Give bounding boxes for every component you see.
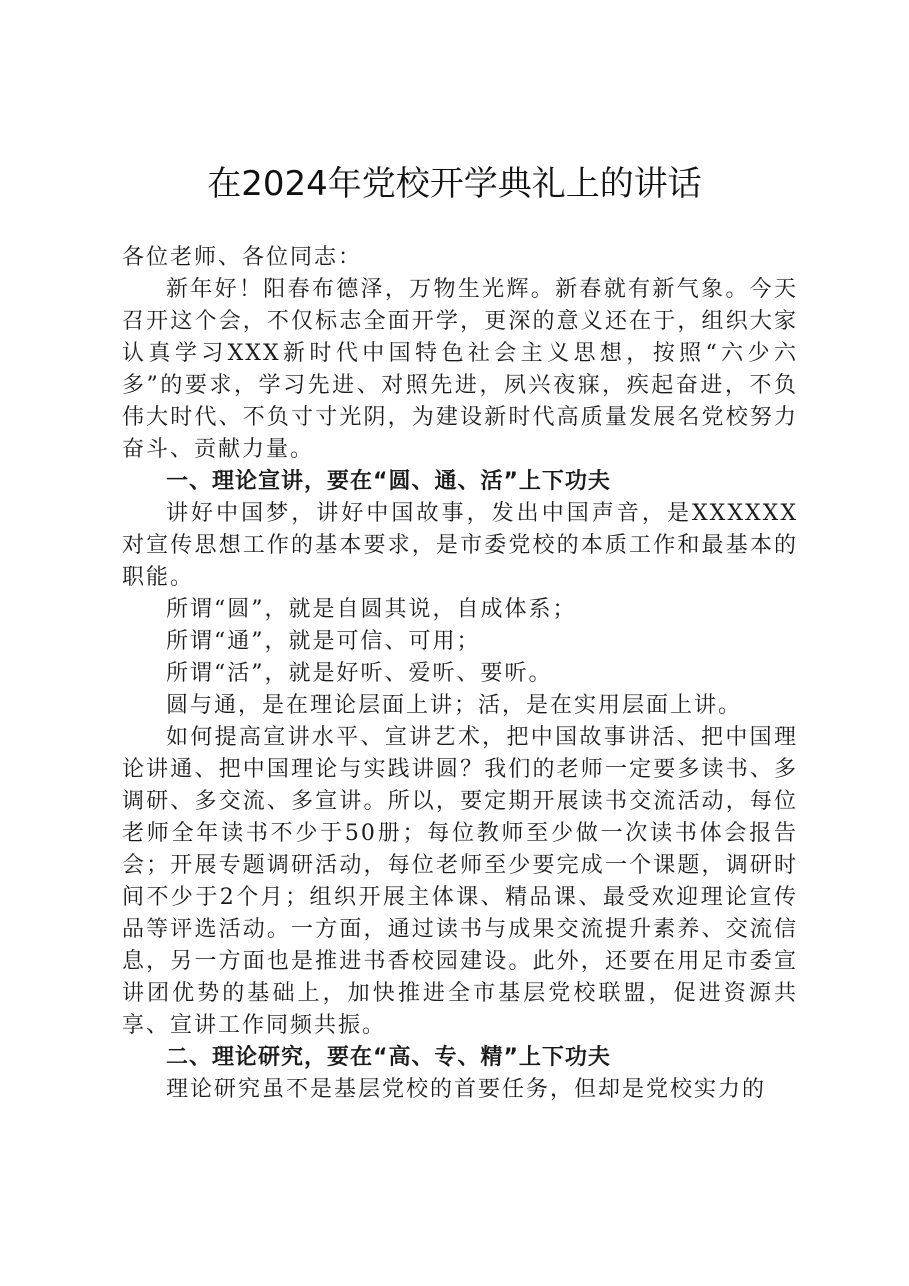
- paragraph: 所谓“圆”，就是自圆其说，自成体系；: [166, 597, 577, 622]
- paragraph: 圆与通，是在理论层面上讲；活，是在实用层面上讲。: [166, 693, 743, 718]
- salutation: 各位老师、各位同志：: [122, 245, 363, 270]
- paragraph: 如何提高宣讲水平、宣讲艺术，把中国故事讲活、把中国理论讲通、把中国理论与实践讲圆？我们的老师一定要多读书、多调研、多交流、多宣讲。所以，要定期开展读书交流活动，每位老师全年读书不少于50册；每位教师至少做一次读书体会报告会；开展专题调研活动，每位老师至少要完成一个课题，调研时间不少于2个月；组织开展主体课、精品课、最受欢迎理论宣传品等评选活动。一方面，通过读书与成果交流提升素养、交流信息，另一方面也是推进书香校园建设。此外，还要在用足市委宣讲团优势的基础上，加快推进全市基层党校联盟，促进资源共享、宣讲工作同频共振。: [122, 725, 798, 1038]
- section-heading-1: 一、理论宣讲，要在“圆、通、活”上下功夫: [166, 469, 611, 494]
- paragraph-opening: 新年好！阳春布德泽，万物生光辉。新春就有新气象。今天召开这个会，不仅标志全面开学，更深的意义还在于，组织大家认真学习XXX新时代中国特色社会主义思想，按照“六少六多”的要求，学习先进、对照先进，夙兴夜寐，疾起奋进，不负伟大时代、不负寸寸光阴，为建设新时代高质量发展名党校努力奋斗、贡献力量。: [122, 277, 798, 462]
- paragraph: 所谓“通”，就是可信、可用；: [166, 629, 481, 654]
- document-title: 在2024年党校开学典礼上的讲话: [207, 164, 702, 204]
- document-body: [122, 242, 798, 1106]
- paragraph: 所谓“活”，就是好听、爱听、要听。: [166, 661, 553, 686]
- section-heading-2: 二、理论研究，要在“高、专、精”上下功夫: [166, 1045, 611, 1070]
- paragraph: 讲好中国梦，讲好中国故事，发出中国声音，是XXXXXX对宣传思想工作的基本要求，是市委党校的本质工作和最基本的职能。: [122, 501, 798, 590]
- paragraph: 理论研究虽不是基层党校的首要任务，但却是党校实力的: [166, 1077, 767, 1102]
